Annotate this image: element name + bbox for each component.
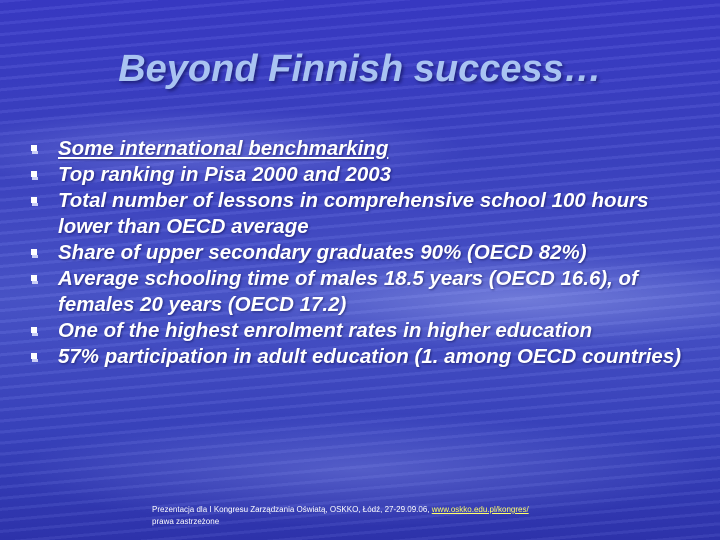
bullet-text: Share of upper secondary graduates 90% (OECD 82%)	[58, 241, 587, 264]
square-bullet-icon	[30, 248, 39, 259]
footer-rights: prawa zastrzeżone	[152, 517, 220, 526]
bullet-item	[30, 266, 700, 318]
slide-title: Beyond Finnish success…	[118, 48, 602, 90]
bullet-item	[30, 240, 700, 266]
square-bullet-icon	[30, 170, 39, 181]
bullet-text: Average schooling time of males 18.5 years (OECD 16.6), of females 20 years (OECD 17.2)	[58, 267, 638, 316]
bullet-item	[30, 318, 700, 344]
square-bullet-icon	[30, 274, 39, 285]
bullet-text: Some international benchmarking	[58, 137, 389, 160]
bullet-text: 57% participation in adult education (1. among OECD countries)	[58, 345, 682, 368]
footer	[152, 504, 652, 528]
square-bullet-icon	[30, 196, 39, 207]
bullet-item	[30, 188, 700, 240]
bullet-item	[30, 162, 700, 188]
footer-text: Prezentacja dla I Kongresu Zarządzania Oświatą, OSKKO, Łódź, 27-29.09.06,	[152, 505, 430, 514]
bullet-list	[30, 136, 700, 370]
bullet-text: Total number of lessons in comprehensive school 100 hours lower than OECD average	[58, 189, 649, 238]
square-bullet-icon	[30, 144, 39, 155]
bullet-text: One of the highest enrolment rates in higher education	[58, 319, 593, 342]
bullet-text: Top ranking in Pisa 2000 and 2003	[58, 163, 392, 186]
footer-link[interactable]: www.oskko.edu.pl/kongres/	[431, 505, 529, 514]
bullet-item	[30, 136, 700, 162]
square-bullet-icon	[30, 352, 39, 363]
square-bullet-icon	[30, 326, 39, 337]
bullet-item	[30, 344, 700, 370]
